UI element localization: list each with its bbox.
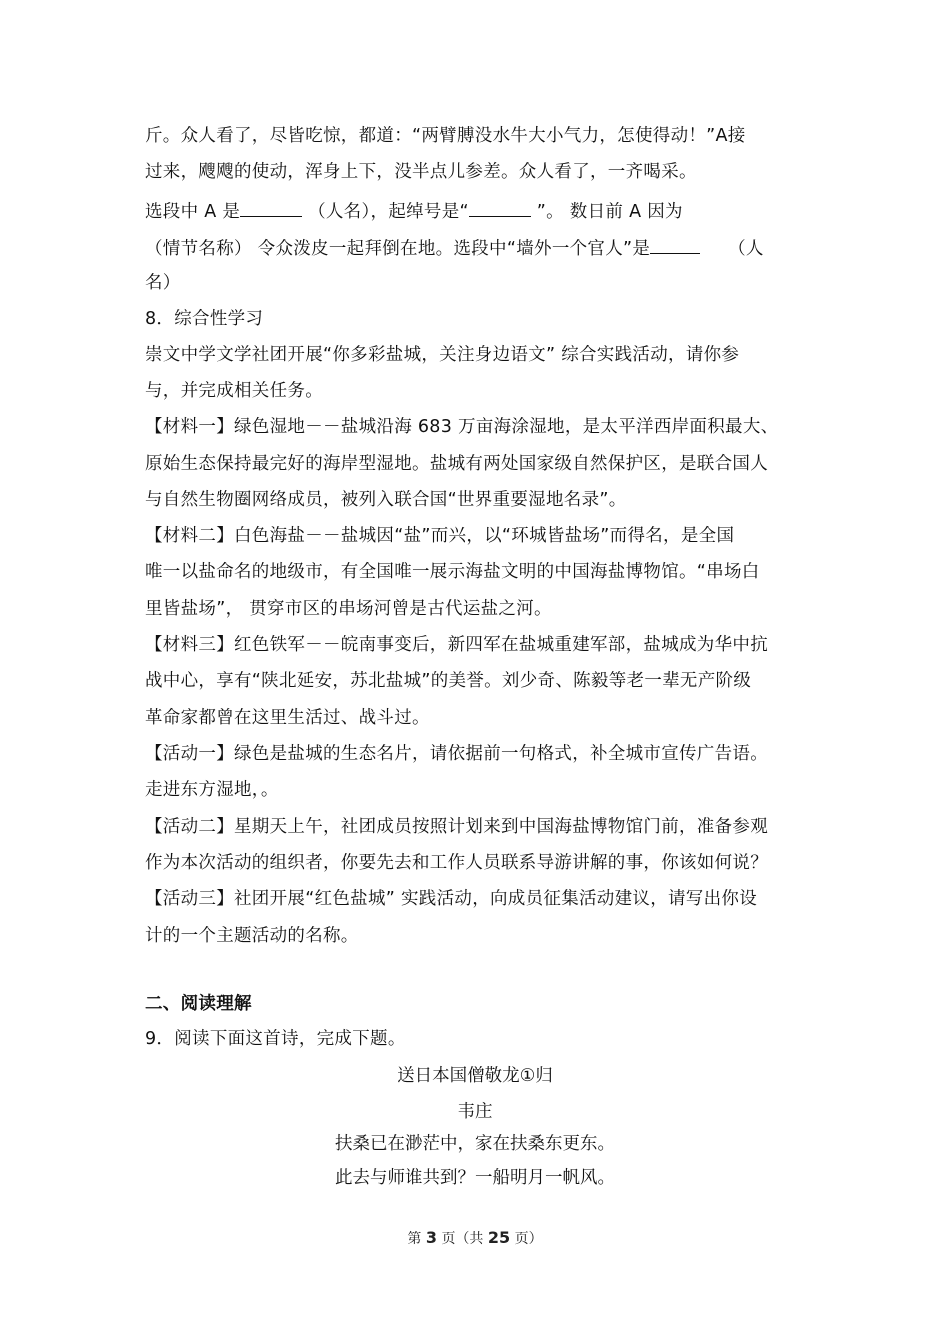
activity-2-line-2: 作为本次活动的组织者，你要先去和工作人员联系导游讲解的事，你该如何说？ — [145, 853, 768, 873]
material-1-line-3: 与自然生物圈网络成员，被列入联合国“世界重要湿地名录”。 — [145, 490, 627, 510]
question-7-line-2 — [145, 235, 810, 261]
passage-line-2: 过来，飕飕的使动，浑身上下，没半点儿参差。众人看了，一齐喝采。 — [145, 162, 697, 182]
footer-suffix: 页） — [514, 1231, 543, 1247]
footer-middle: 页（共 — [441, 1231, 484, 1247]
question-7-line-3: 名） — [145, 273, 181, 293]
material-2-line-2: 唯一以盐命名的地级市，有全国唯一展示海盐文明的中国海盐博物馆。“串场白 — [145, 562, 760, 582]
q7-text-d: （情节名称） 令众泼皮一起拜倒在地。选段中“墙外一个官人”是 — [145, 239, 651, 259]
poem-line-1: 扶桑已在渺茫中，家在扶桑东更东。 — [335, 1134, 615, 1154]
material-3-line-2: 战中心，享有“陕北延安，苏北盐城”的美誉。刘少奇、陈毅等老一辈无产阶级 — [145, 671, 752, 691]
activity-3-line-1: 【活动三】社团开展“红色盐城” 实践活动，向成员征集活动建议，请写出你设 — [145, 889, 757, 909]
section-heading: 二、阅读理解 — [145, 994, 252, 1014]
activity-1-line-1: 【活动一】绿色是盐城的生态名片，请依据前一句格式，补全城市宣传广告语。 — [145, 744, 768, 764]
answer-blank-official[interactable] — [650, 235, 700, 254]
q8-intro-line-1: 崇文中学文学社团开展“你多彩盐城，关注身边语文” 综合实践活动，请你参 — [145, 345, 740, 365]
answer-blank-nickname[interactable] — [469, 198, 531, 217]
poem-line-2: 此去与师谁共到？一船明月一帆风。 — [335, 1168, 615, 1188]
material-2-line-3: 里皆盐场”， 贯穿市区的串场河曾是古代运盐之河。 — [145, 599, 552, 619]
material-2-line-1: 【材料二】白色海盐－－盐城因“盐”而兴，以“环城皆盐场”而得名，是全国 — [145, 526, 735, 546]
material-3-line-1: 【材料三】红色铁军－－皖南事变后，新四军在盐城重建军部，盐城成为华中抗 — [145, 635, 768, 655]
footer-prefix: 第 — [407, 1231, 422, 1247]
q7-text-e: （人 — [728, 239, 764, 259]
passage-line-1: 斤。众人看了，尽皆吃惊，都道：“两臂膊没水牛大小气力，怎使得动！”A接 — [145, 126, 746, 146]
question-9-title: 9．阅读下面这首诗，完成下题。 — [145, 1029, 406, 1049]
poem-title: 送日本国僧敬龙①归 — [397, 1066, 553, 1086]
question-7-line-1 — [145, 198, 810, 224]
material-1-line-1: 【材料一】绿色湿地－－盐城沿海 683 万亩海涂湿地，是太平洋西岸面积最大、 — [145, 417, 779, 437]
question-8-title: 8．综合性学习 — [145, 309, 264, 329]
answer-blank-name[interactable] — [240, 198, 302, 217]
footer-page-number: 3 — [425, 1228, 437, 1247]
material-1-line-2: 原始生态保持最完好的海岸型湿地。盐城有两处国家级自然保护区，是联合国人 — [145, 454, 768, 474]
q7-text-b: （人名），起绰号是“ — [308, 202, 469, 222]
activity-3-line-2: 计的一个主题活动的名称。 — [145, 926, 359, 946]
q8-intro-line-2: 与，并完成相关任务。 — [145, 381, 323, 401]
footer-total-pages: 25 — [487, 1228, 511, 1247]
q7-text-a: 选段中 A 是 — [145, 202, 241, 222]
activity-2-line-1: 【活动二】星期天上午，社团成员按照计划来到中国海盐博物馆门前，准备参观 — [145, 817, 768, 837]
page-footer — [0, 1228, 950, 1248]
q7-text-c: ”。 数日前 A 因为 — [536, 202, 683, 222]
material-3-line-3: 革命家都曾在这里生活过、战斗过。 — [145, 708, 430, 728]
poem-author: 韦庄 — [457, 1102, 493, 1122]
activity-1-line-2: 走进东方湿地，。 — [145, 780, 279, 800]
